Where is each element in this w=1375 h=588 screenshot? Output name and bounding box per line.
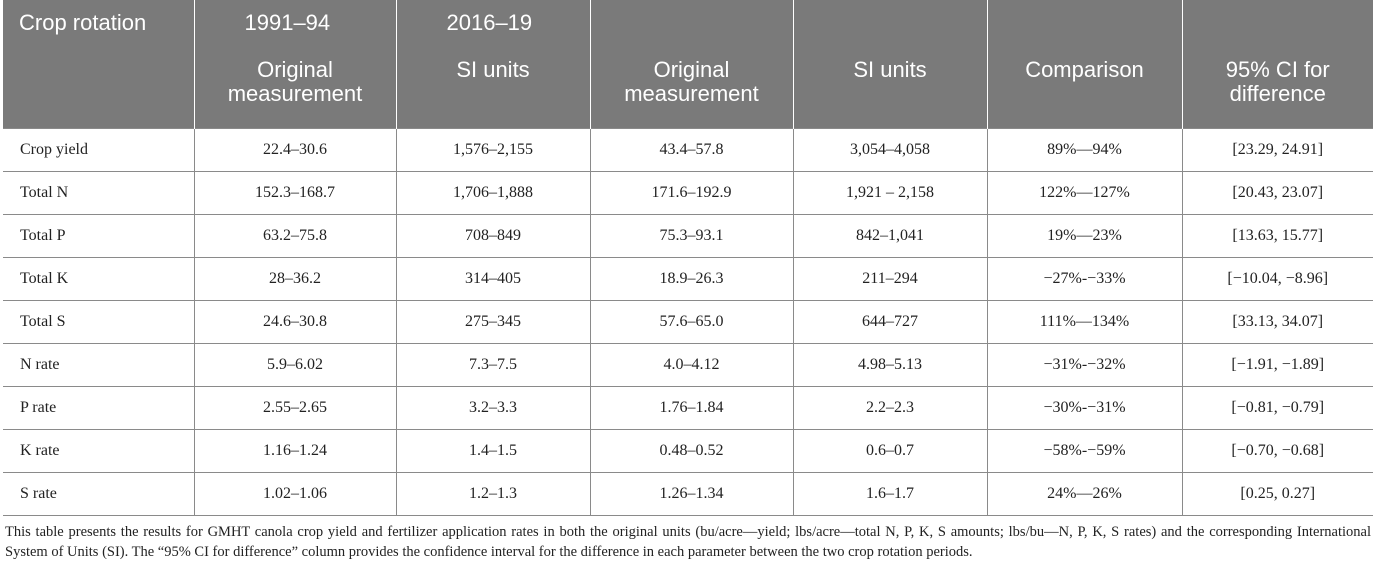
table-row xyxy=(3,172,1373,215)
table-cell: 1,576–2,155 xyxy=(396,129,590,172)
header-top-blank-6 xyxy=(1182,0,1373,46)
table-cell: 842–1,041 xyxy=(793,215,987,258)
table-cell: 3,054–4,058 xyxy=(793,129,987,172)
table-container xyxy=(3,0,1373,562)
table-cell: 275–345 xyxy=(396,301,590,344)
table-cell: [−0.70, −0.68] xyxy=(1182,430,1373,473)
table-cell: 1.16–1.24 xyxy=(194,430,396,473)
table-footnote: This table presents the results for GMHT canola crop yield and fertilizer application rates in both the original units (bu/acre—yield; lbs/acre—total N, P, K, S amounts; lbs/bu—N, P, K, S rates) and the corresponding International System of Units (SI). The “95% CI for difference” column provides the confidence interval for the difference in each parameter between the two crop rotation periods. xyxy=(5,524,1371,560)
table-cell: [20.43, 23.07] xyxy=(1182,172,1373,215)
row-label: Total S xyxy=(3,301,194,344)
table-cell: 708–849 xyxy=(396,215,590,258)
table-cell: 24.6–30.8 xyxy=(194,301,396,344)
table-cell: 43.4–57.8 xyxy=(590,129,793,172)
table-cell: 22.4–30.6 xyxy=(194,129,396,172)
table-row xyxy=(3,387,1373,430)
table-cell: 644–727 xyxy=(793,301,987,344)
table-cell: 18.9–26.3 xyxy=(590,258,793,301)
row-label: K rate xyxy=(3,430,194,473)
data-table xyxy=(3,0,1373,516)
table-cell: 111%—134% xyxy=(987,301,1182,344)
table-cell: −27%-−33% xyxy=(987,258,1182,301)
table-cell: 57.6–65.0 xyxy=(590,301,793,344)
header-row-sub xyxy=(3,46,1373,129)
row-label: P rate xyxy=(3,387,194,430)
header-top-blank-5 xyxy=(987,0,1182,46)
table-cell: −31%-−32% xyxy=(987,344,1182,387)
table-cell: 1.2–1.3 xyxy=(396,473,590,516)
header-period-1991-94: 1991–94 xyxy=(194,0,396,46)
table-cell: 89%—94% xyxy=(987,129,1182,172)
table-cell: 3.2–3.3 xyxy=(396,387,590,430)
table-row xyxy=(3,129,1373,172)
table-row xyxy=(3,258,1373,301)
table-cell: [23.29, 24.91] xyxy=(1182,129,1373,172)
table-cell: 1.76–1.84 xyxy=(590,387,793,430)
table-cell: 122%—127% xyxy=(987,172,1182,215)
table-cell: 5.9–6.02 xyxy=(194,344,396,387)
header-original-measurement-2: Original measurement xyxy=(590,46,793,129)
row-label: Crop yield xyxy=(3,129,194,172)
table-cell: 0.48–0.52 xyxy=(590,430,793,473)
row-label: N rate xyxy=(3,344,194,387)
header-period-2016-19: 2016–19 xyxy=(396,0,590,46)
table-cell: 152.3–168.7 xyxy=(194,172,396,215)
table-cell: 211–294 xyxy=(793,258,987,301)
table-cell: [0.25, 0.27] xyxy=(1182,473,1373,516)
table-row xyxy=(3,301,1373,344)
table-body xyxy=(3,129,1373,516)
table-cell: 171.6–192.9 xyxy=(590,172,793,215)
table-cell: [13.63, 15.77] xyxy=(1182,215,1373,258)
table-cell: 24%—26% xyxy=(987,473,1182,516)
row-label: Total K xyxy=(3,258,194,301)
table-header xyxy=(3,0,1373,129)
table-cell: 1.4–1.5 xyxy=(396,430,590,473)
table-cell: 0.6–0.7 xyxy=(793,430,987,473)
table-cell: 28–36.2 xyxy=(194,258,396,301)
table-cell: 1.02–1.06 xyxy=(194,473,396,516)
header-top-blank-4 xyxy=(793,0,987,46)
header-crop-rotation: Crop rotation xyxy=(3,0,194,46)
row-label: S rate xyxy=(3,473,194,516)
table-cell: −58%-−59% xyxy=(987,430,1182,473)
table-cell: 4.0–4.12 xyxy=(590,344,793,387)
header-top-blank-3 xyxy=(590,0,793,46)
table-cell: 1.26–1.34 xyxy=(590,473,793,516)
table-cell: [−1.91, −1.89] xyxy=(1182,344,1373,387)
table-cell: 1,706–1,888 xyxy=(396,172,590,215)
header-comparison: Comparison xyxy=(987,46,1182,129)
table-cell: [−0.81, −0.79] xyxy=(1182,387,1373,430)
table-row xyxy=(3,344,1373,387)
table-cell: −30%-−31% xyxy=(987,387,1182,430)
table-row xyxy=(3,430,1373,473)
header-si-units-2: SI units xyxy=(793,46,987,129)
table-cell: 63.2–75.8 xyxy=(194,215,396,258)
header-ci-difference: 95% CI for difference xyxy=(1182,46,1373,129)
row-label: Total N xyxy=(3,172,194,215)
table-cell: 1,921 – 2,158 xyxy=(793,172,987,215)
table-cell: 1.6–1.7 xyxy=(793,473,987,516)
table-cell: 2.2–2.3 xyxy=(793,387,987,430)
table-cell: 314–405 xyxy=(396,258,590,301)
header-original-measurement-1: Original measurement xyxy=(194,46,396,129)
table-cell: 75.3–93.1 xyxy=(590,215,793,258)
table-cell: 19%—23% xyxy=(987,215,1182,258)
table-row xyxy=(3,473,1373,516)
row-label: Total P xyxy=(3,215,194,258)
table-cell: 7.3–7.5 xyxy=(396,344,590,387)
table-cell: 2.55–2.65 xyxy=(194,387,396,430)
header-sub-blank xyxy=(3,46,194,129)
header-si-units-1: SI units xyxy=(396,46,590,129)
header-row-top xyxy=(3,0,1373,46)
table-row xyxy=(3,215,1373,258)
table-cell: [−10.04, −8.96] xyxy=(1182,258,1373,301)
table-cell: [33.13, 34.07] xyxy=(1182,301,1373,344)
table-cell: 4.98–5.13 xyxy=(793,344,987,387)
